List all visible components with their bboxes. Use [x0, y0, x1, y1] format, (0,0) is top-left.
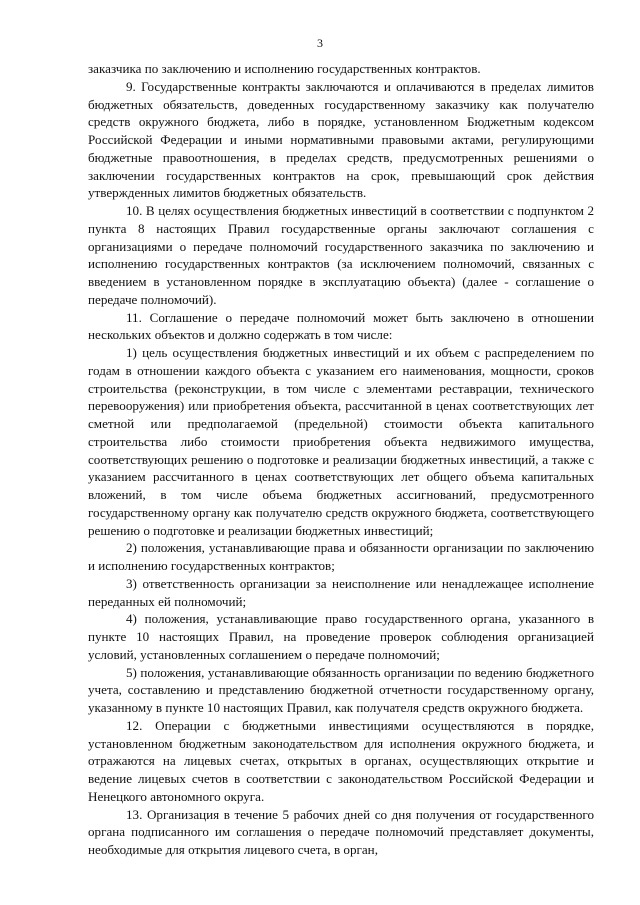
document-body: [88, 60, 594, 859]
page-number: 3: [317, 36, 323, 50]
paragraph-11-item-1: 1) цель осуществления бюджетных инвестиций и их объем с распределением по годам в отношении каждого объекта с указанием его наименования, мощности, сроков строительства (реконструкции, в том числе с элементами реставрации, технического перевооружения) или приобретения объекта, рассчитанной в ценах соответствующих лет сметной или предполагаемой (предельной) стоимости объекта капитального строительства либо стоимости приобретения объекта недвижимого имущества, соответствующих решению о подготовке и реализации бюджетных инвестиций, а также с указанием рассчитанного в ценах соответствующих лет общего объема капитальных вложений, в том числе объема бюджетных ассигнований, предусмотренного государственному органу как получателю средств окружного бюджета, соответствующего решению о подготовке и реализации бюджетных инвестиций;: [88, 345, 594, 538]
paragraph-12: 12. Операции с бюджетными инвестициями осуществляются в порядке, установленном бюджетным законодательством для исполнения окружного бюджета, и отражаются на лицевых счетах, открытых в органах, осуществляющих открытие и ведение лицевых счетов в соответствии с законодательством Российской Федерации и Ненецкого автономного округа.: [88, 717, 594, 804]
paragraph-11-item-2: 2) положения, устанавливающие права и обязанности организации по заключению и исполнению государственных контрактов;: [88, 540, 594, 573]
paragraph-11-item-5: 5) положения, устанавливающие обязанность организации по ведению бюджетного учета, составлению и представлению бюджетной отчетности государственному органу, указанному в пункте 10 настоящих Правил, как получателя средств окружного бюджета.: [88, 664, 594, 715]
paragraph-13: 13. Организация в течение 5 рабочих дней со дня получения от государственного органа подписанного им соглашения о передаче полномочий представляет документы, необходимые для открытия лицевого счета, в орган,: [88, 806, 594, 857]
paragraph-10: 10. В целях осуществления бюджетных инвестиций в соответствии с подпунктом 2 пункта 8 настоящих Правил государственные органы заключают соглашения с организациями о передаче полномочий государственного заказчика по заключению и исполнению государственных контрактов (за исключением полномочий, связанных с введением в установленном порядке в эксплуатацию объекта) (далее - соглашение о передаче полномочий).: [88, 203, 594, 307]
paragraph-11-item-3: 3) ответственность организации за неисполнение или ненадлежащее исполнение переданных ей полномочий;: [88, 575, 594, 609]
paragraph-11: 11. Соглашение о передаче полномочий может быть заключено в отношении нескольких объектов и должно содержать в том числе:: [88, 309, 594, 343]
paragraph-11-item-4: 4) положения, устанавливающие право государственного органа, указанного в пункте 10 настоящих Правил, на проведение проверок соблюдения организацией условий, установленных соглашением о передаче полномочий;: [88, 611, 594, 662]
paragraph-9: 9. Государственные контракты заключаются и оплачиваются в пределах лимитов бюджетных обязательств, доведенных государственному заказчику как получателю средств окружного бюджета, либо в порядке, установленном Бюджетным кодексом Российской Федерации и иными нормативными правовыми актами, регулирующими бюджетные правоотношения, в пределах средств, предусмотренных решениями о заключении государственных контрактов на срок, превышающий срок действия утвержденных лимитов бюджетных обязательств.: [88, 78, 594, 201]
paragraph-continuation: заказчика по заключению и исполнению государственных контрактов.: [88, 61, 481, 76]
